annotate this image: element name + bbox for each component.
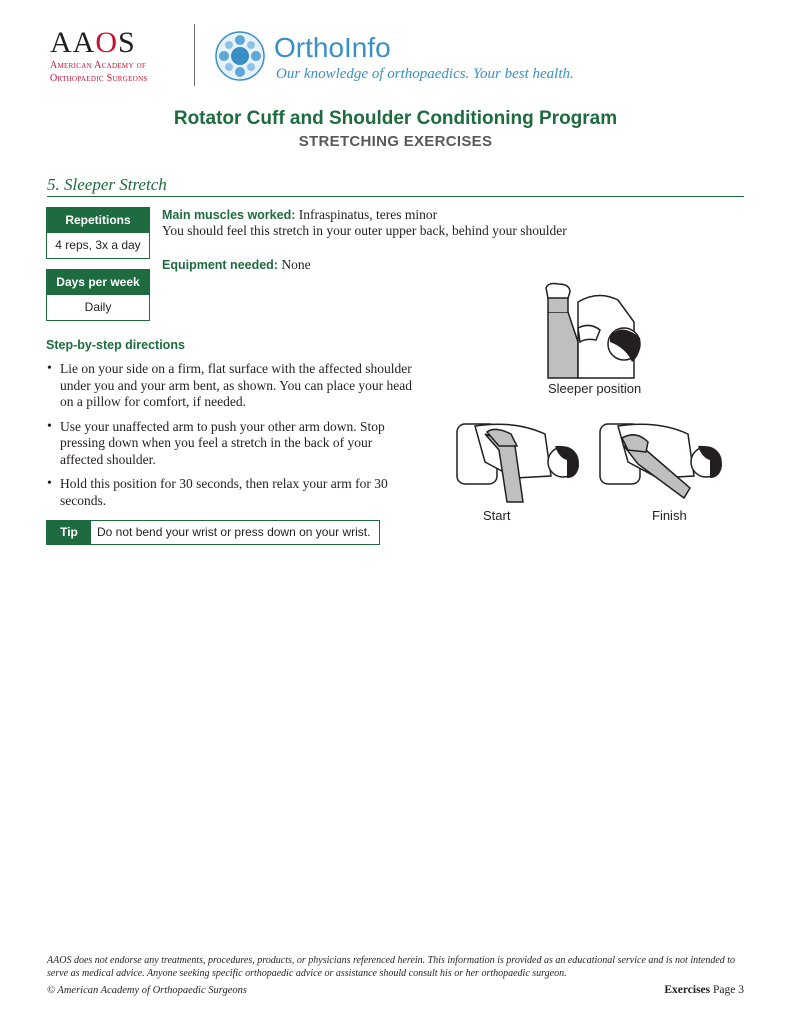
orthoinfo-globe-icon — [214, 30, 266, 82]
repetitions-label: Repetitions — [47, 208, 149, 233]
page-label: Page 3 — [713, 984, 744, 996]
sleeper-position-illustration — [538, 282, 648, 380]
equipment-label: Equipment needed: — [162, 258, 278, 272]
days-per-week-label: Days per week — [47, 270, 149, 295]
steps-list — [46, 361, 418, 517]
document-subtitle: STRETCHING EXERCISES — [298, 133, 493, 150]
header-divider — [194, 24, 195, 86]
orthoinfo-tagline: Our knowledge of orthopaedics. Your best health. — [276, 66, 574, 82]
muscles-label: Main muscles worked: — [162, 208, 296, 222]
muscles-section — [162, 207, 642, 239]
equipment-value: None — [281, 257, 311, 272]
step-item: • Lie on your side on a firm, flat surface with the affected shoulder under you and your arm bent, as shown. You can place your head on a pillow for comfort, if needed. — [46, 361, 418, 411]
orthoinfo-title: OrthoInfo — [274, 32, 391, 63]
steps-heading: Step-by-step directions — [46, 338, 185, 352]
aaos-wordmark: AAOS — [50, 26, 136, 59]
repetitions-value: 4 reps, 3x a day — [55, 238, 141, 252]
days-per-week-value: Daily — [84, 300, 112, 314]
aaos-name-line2: Orthopaedic Surgeons — [50, 73, 148, 84]
step-item: • Hold this position for 30 seconds, then relax your arm for 30 seconds. — [46, 476, 418, 509]
copyright: © American Academy of Orthopaedic Surgeons — [47, 985, 247, 996]
aaos-name-line1: American Academy of — [50, 60, 147, 71]
start-label: Start — [483, 508, 511, 523]
tip-label: Tip — [47, 521, 91, 544]
finish-label: Finish — [652, 508, 687, 523]
muscles-value: Infraspinatus, teres minor — [298, 207, 438, 222]
disclaimer: AAOS does not endorse any treatments, procedures, products, or physicians referenced herein. This information is provided as an educational service and is not intended to serve as medical advice. Anyone seeking specific orthopaedic advice or assistance should consult his or her orthopaedic surgeon. — [47, 955, 736, 979]
equipment-section — [162, 257, 311, 273]
tip-text: Do not bend your wrist or press down on your wrist. — [97, 525, 371, 539]
sleeper-position-label: Sleeper position — [548, 381, 642, 396]
aaos-logo — [50, 28, 180, 84]
days-per-week-box — [46, 269, 150, 321]
exercise-heading: 5. Sleeper Stretch — [47, 175, 744, 197]
page-section: Exercises — [664, 984, 711, 996]
repetitions-box — [46, 207, 150, 259]
document-title: Rotator Cuff and Shoulder Conditioning Program — [173, 108, 618, 129]
start-position-illustration — [455, 416, 590, 504]
page-number — [664, 984, 744, 996]
step-item: • Use your unaffected arm to push your other arm down. Stop pressing down when you feel a stretch in the back of your affected shoulder. — [46, 419, 418, 469]
tip-box — [46, 520, 380, 545]
feel-text: You should feel this stretch in your outer upper back, behind your shoulder — [162, 223, 567, 238]
finish-position-illustration — [598, 416, 733, 504]
